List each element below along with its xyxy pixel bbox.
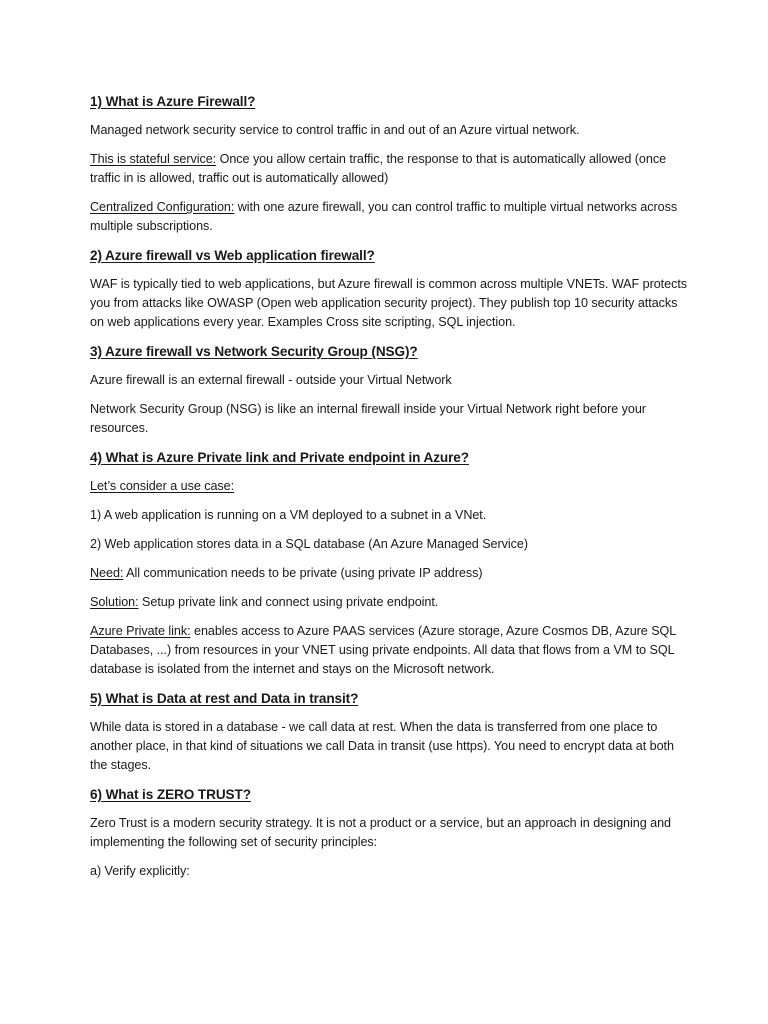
paragraph: Managed network security service to control traffic in and out of an Azure virtual network. (90, 123, 580, 137)
paragraph: While data is stored in a database - we call data at rest. When the data is transferred from one place to another place, in that kind of situations we call Data in transit (use https). You need to encrypt data at both the stages. (90, 720, 674, 772)
paragraph: Solution: Setup private link and connect using private endpoint. (90, 595, 439, 609)
paragraph-lead: Need: (90, 566, 124, 580)
section-heading: 6) What is ZERO TRUST? (90, 787, 251, 802)
section-heading: 4) What is Azure Private link and Private endpoint in Azure? (90, 450, 469, 465)
paragraph: 2) Web application stores data in a SQL database (An Azure Managed Service) (90, 537, 528, 551)
paragraph: Centralized Configuration: with one azure firewall, you can control traffic to multiple virtual networks across multiple subscriptions. (90, 200, 678, 233)
paragraph-lead: Solution: (90, 595, 139, 609)
section-heading: 5) What is Data at rest and Data in transit? (90, 691, 359, 706)
paragraph: Azure firewall is an external firewall - outside your Virtual Network (90, 373, 452, 387)
section-heading: 2) Azure firewall vs Web application firewall? (90, 248, 375, 263)
paragraph: Need: All communication needs to be private (using private IP address) (90, 566, 483, 580)
paragraph-lead: This is stateful service: (90, 152, 217, 166)
paragraph-lead: Azure Private link: (90, 624, 191, 638)
paragraph: Zero Trust is a modern security strategy. It is not a product or a service, but an approach in designing and implementing the following set of security principles: (90, 816, 671, 849)
document-page (90, 92, 690, 891)
paragraph: WAF is typically tied to web applications, but Azure firewall is common across multiple VNETs. WAF protects you from attacks like OWASP (Open web application security project). They publish top 10 security attacks on web applications every year. Examples Cross site scripting, SQL injection. (90, 277, 688, 329)
paragraph: Azure Private link: enables access to Azure PAAS services (Azure storage, Azure Cosmos DB, Azure SQL Databases, ...) from resources in your VNET using private endpoints. All data that flows from a VM to SQL database is isolated from the internet and stays on the Microsoft network. (90, 624, 676, 676)
section-heading: 1) What is Azure Firewall? (90, 94, 256, 109)
paragraph: 1) A web application is running on a VM deployed to a subnet in a VNet. (90, 508, 487, 522)
paragraph (90, 477, 690, 496)
section-heading: 3) Azure firewall vs Network Security Group (NSG)? (90, 344, 418, 359)
paragraph: a) Verify explicitly: (90, 864, 190, 878)
paragraph-lead: Let’s consider a use case: (90, 479, 235, 493)
paragraph: This is stateful service: Once you allow certain traffic, the response to that is automatically allowed (once traffic in is allowed, traffic out is automatically allowed) (90, 152, 667, 185)
paragraph-lead: Centralized Configuration: (90, 200, 235, 214)
paragraph: Network Security Group (NSG) is like an internal firewall inside your Virtual Network right before your resources. (90, 402, 646, 435)
